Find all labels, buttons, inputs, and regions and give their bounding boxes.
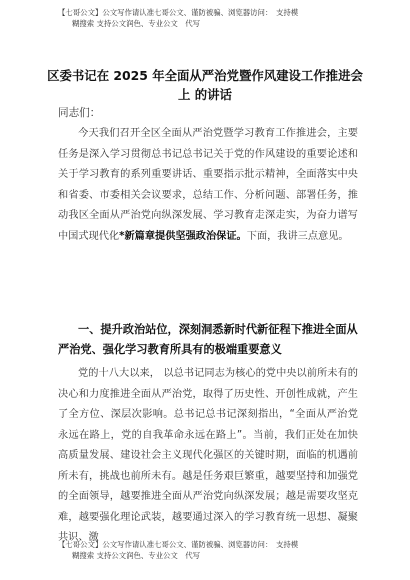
header-watermark-banner <box>58 8 358 29</box>
body-paragraph-section1 <box>58 364 358 549</box>
paragraph-text: 今天我们召开全区全面从严治党暨学习教育工作推进会，主要任务是深入学习贯彻总书记总书记关于党的作风建设的重要论述和关于学习教育的系列重要讲话、重要指示批示精神，全面落实中央和省委、市委相关会议要求，总结工作、分析问题、部署任务，推动我区全面从严治党向纵深发展、学习教育走深走实，为奋力谱写中国式现代化 <box>58 128 358 242</box>
footer-watermark-banner <box>58 540 358 561</box>
paragraph-text: 党的十八大以来， 以总书记同志为核心的党中央以前所未有的决心和力度推进全面从严治党，取得了历史性、开创性成就，产生了全方位、深层次影响。总书记总书记深刻指出，“全面从严治党永远在路上，党的自我革命永远在路上”。当前，我们正处在加快高质量发展、建设社会主义现代化强区的关键时期，面临的机遇前所未有，挑战也前所未有。越是任务艰巨繁重，越要坚持和加强党的全面领导，越要推进全面从严治党向纵深发展；越是需要攻坚克难，越要强化理论武装，越要通过深入的学习教育统一思想、凝聚共识、激 <box>58 368 358 543</box>
salutation: 同志们： <box>58 107 101 119</box>
footer-banner-line2: 糊搜索 支持公文润色、专业公文 代写 <box>72 550 200 560</box>
paragraph-bold-text: *新篇章提供坚强政治保证。 <box>119 230 247 242</box>
section-heading-text: 一、提升政治站位，深刻洞悉新时代新征程下推进全面从严治党、强化学习教育所具有的极端重要意义 <box>58 323 358 356</box>
body-paragraph-intro <box>58 124 358 247</box>
footer-banner-line1: 【七哥公文】公文写作请认准七哥公文、谨防被骗、浏览器访问： 支持模 <box>58 540 299 549</box>
header-banner-line1: 【七哥公文】公文写作请认准七哥公文、谨防被骗、浏览器访问： 支持模 <box>58 8 299 17</box>
header-banner-line2: 糊搜索 支持公文润色、专业公文 代写 <box>72 18 200 28</box>
document-title: 区委书记在 2025 年全面从严治党暨作风建设工作推进会上 的讲话 <box>47 68 363 102</box>
paragraph-tail-text: 下面，我讲三点意见。 <box>246 230 349 242</box>
section-heading-1 <box>58 320 358 360</box>
